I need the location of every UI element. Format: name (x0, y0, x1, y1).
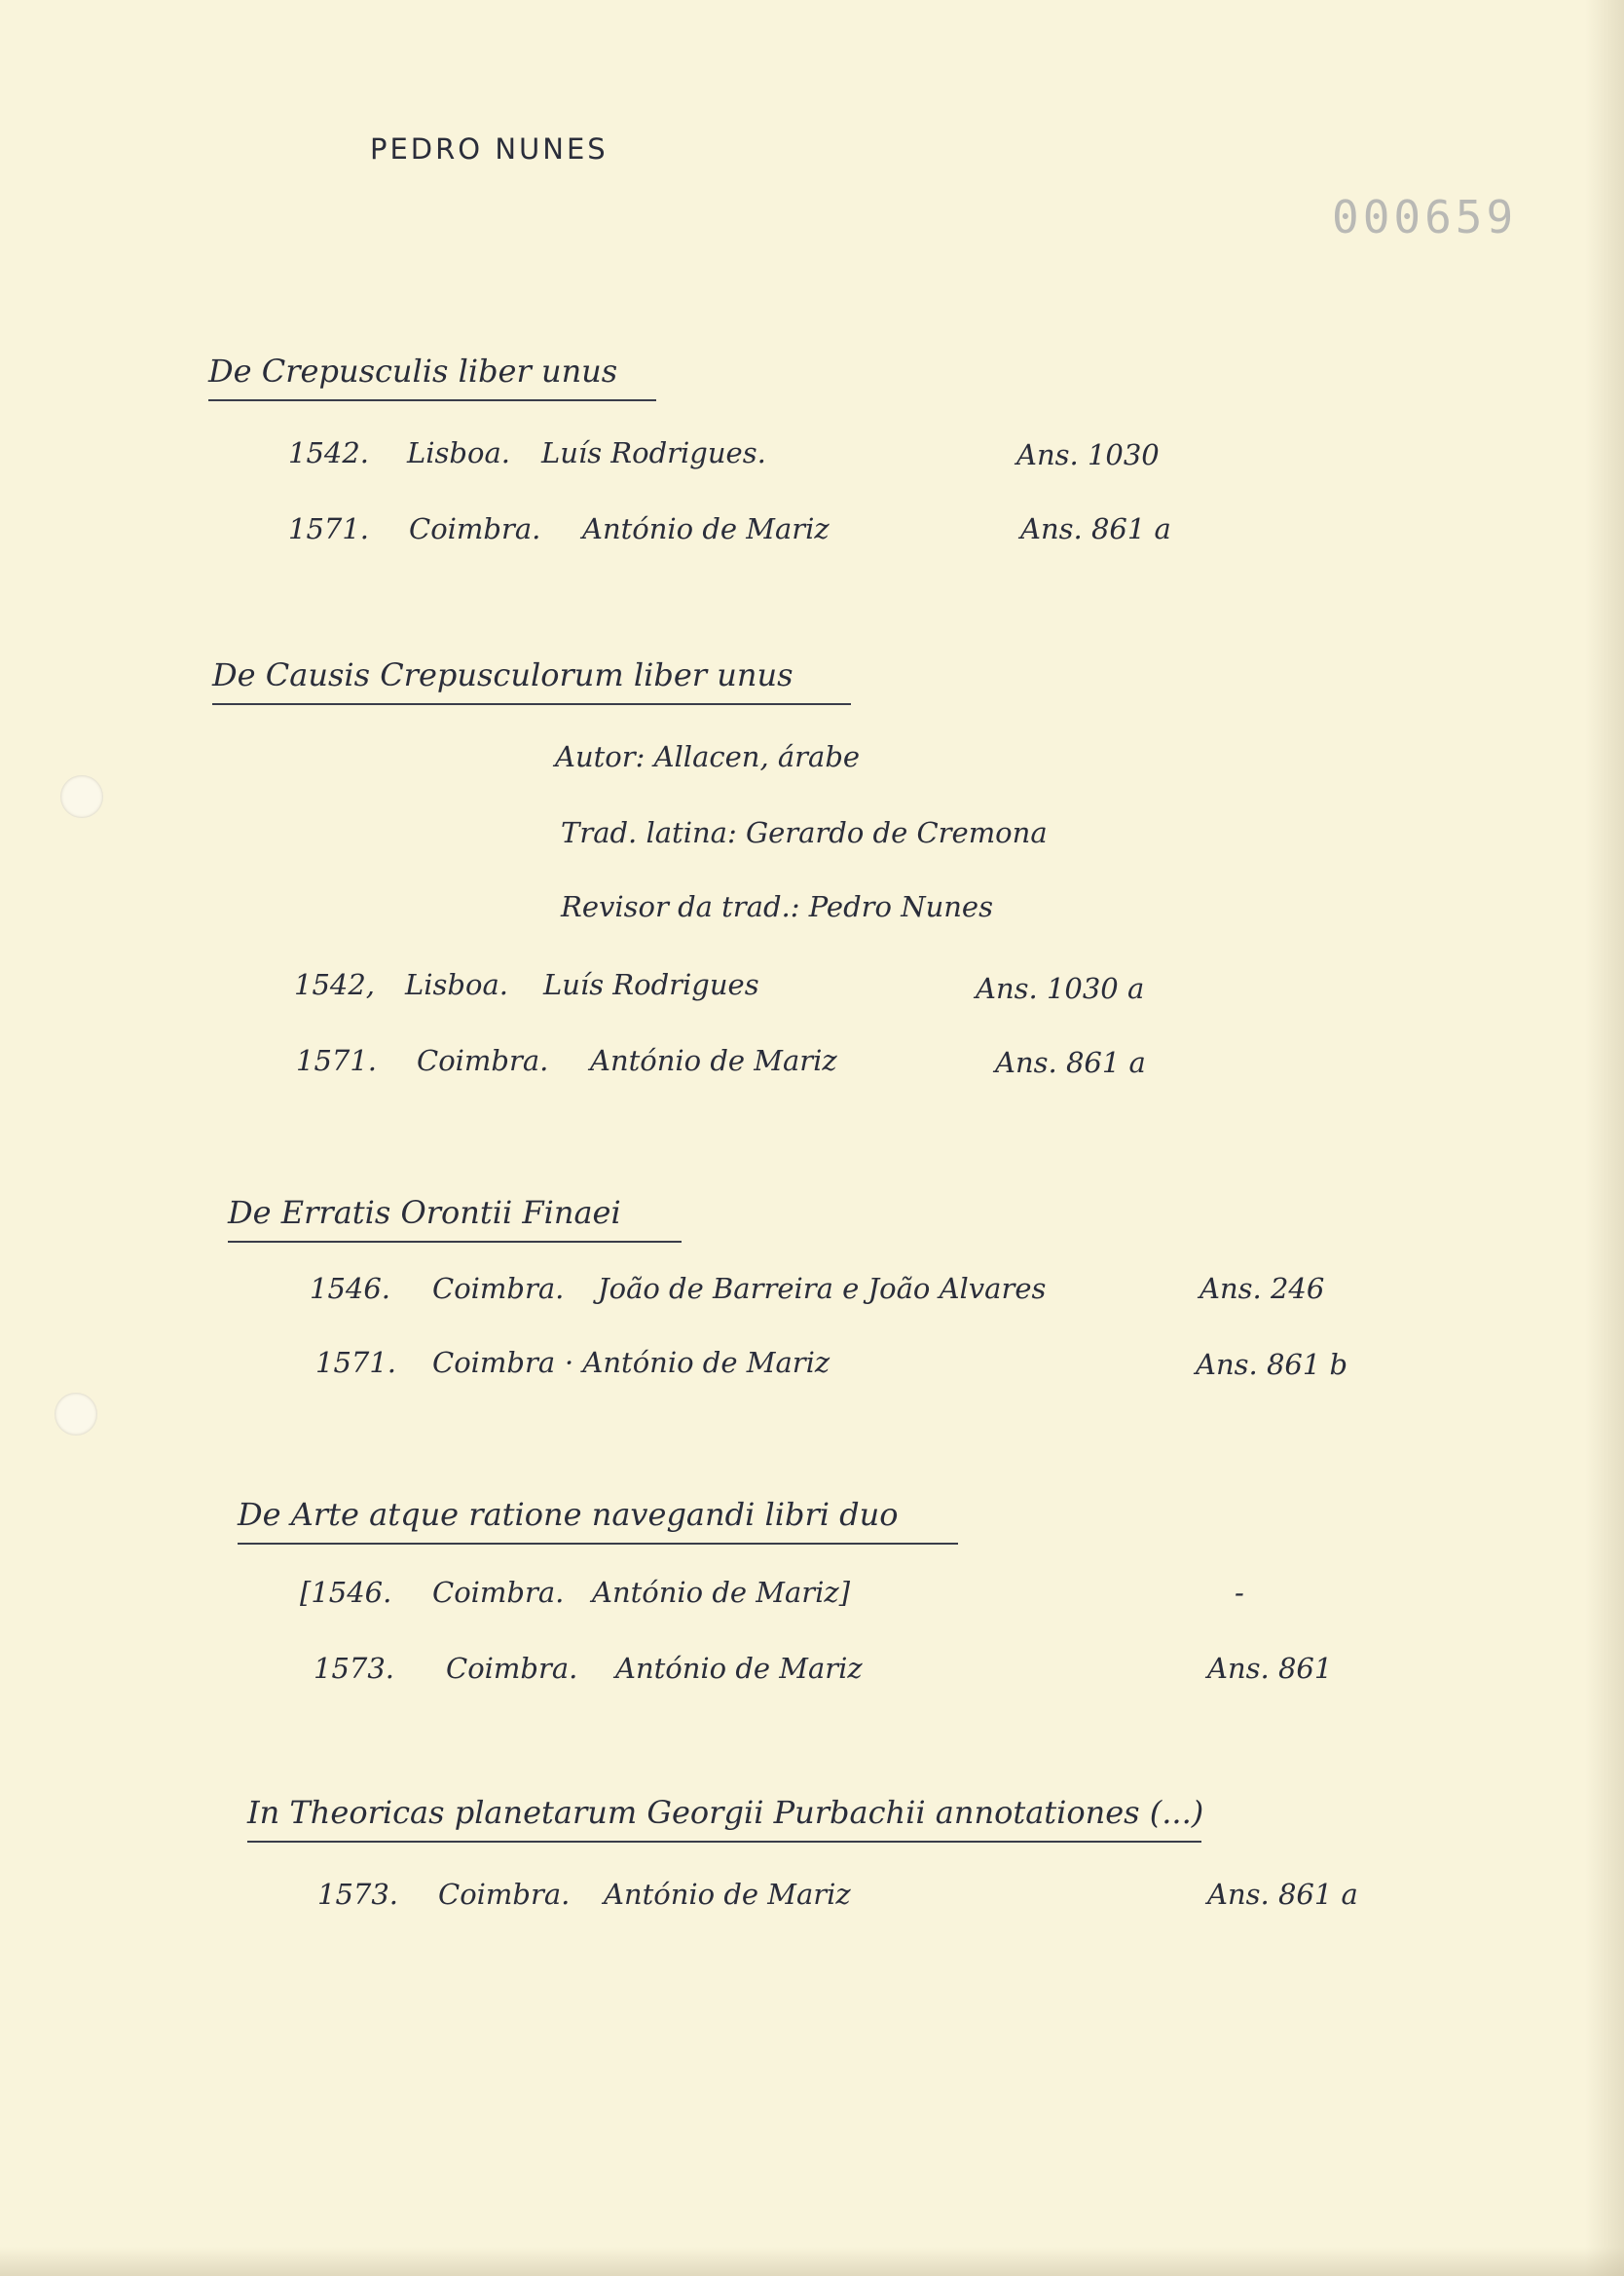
edition-shelfmark: Ans. 1030 a (976, 972, 1145, 1005)
page-edge-shadow (1585, 0, 1624, 2276)
edition-publisher: António de Mariz] (592, 1576, 851, 1609)
work-title: De Crepusculis liber unus (208, 353, 656, 401)
edition-year: 1571. (288, 512, 370, 545)
edition-publisher: · António de Mariz (565, 1346, 830, 1379)
edition-year: 1573. (317, 1878, 399, 1911)
archive-stamp-number: 000659 (1332, 191, 1518, 243)
edition-place: Lisboa. (407, 436, 510, 469)
work-note: Trad. latina: Gerardo de Cremona (561, 816, 1048, 849)
edition-publisher: António de Mariz (590, 1044, 837, 1077)
edition-shelfmark: Ans. 1030 (1016, 438, 1160, 471)
edition-place: Coimbra (432, 1346, 556, 1379)
work-title: De Erratis Orontii Finaei (228, 1194, 682, 1243)
edition-place: Coimbra. (432, 1576, 565, 1609)
edition-place: Lisboa. (405, 968, 508, 1001)
edition-year: 1542, (294, 968, 376, 1001)
edition-place: Coimbra. (432, 1272, 565, 1305)
page-bottom-shadow (0, 2247, 1624, 2276)
edition-year: 1571. (296, 1044, 378, 1077)
edition-year: 1573. (314, 1652, 395, 1685)
edition-year: 1546. (310, 1272, 391, 1305)
edition-shelfmark: Ans. 861 b (1196, 1348, 1348, 1381)
edition-publisher: João de Barreira e João Alvares (598, 1272, 1047, 1305)
edition-shelfmark: Ans. 861 a (995, 1046, 1146, 1079)
edition-place: Coimbra. (438, 1878, 571, 1911)
edition-place: Coimbra. (446, 1652, 578, 1685)
edition-year: 1542. (288, 436, 370, 469)
edition-publisher: António de Mariz (582, 512, 830, 545)
punch-hole (55, 1393, 97, 1436)
edition-place: Coimbra. (417, 1044, 549, 1077)
punch-hole (60, 775, 103, 818)
edition-publisher: António de Mariz (615, 1652, 863, 1685)
edition-publisher: Luís Rodrigues (543, 968, 759, 1001)
work-title: In Theoricas planetarum Georgii Purbachii annotationes (...) (247, 1794, 1201, 1843)
work-note: Autor: Allacen, árabe (555, 740, 861, 773)
edition-year: [1546. (300, 1576, 392, 1609)
work-note: Revisor da trad.: Pedro Nunes (561, 890, 993, 923)
edition-shelfmark: Ans. 861 a (1020, 512, 1171, 545)
edition-publisher: Luís Rodrigues. (541, 436, 766, 469)
edition-shelfmark: Ans. 861 a (1207, 1878, 1358, 1911)
edition-publisher: António de Mariz (604, 1878, 851, 1911)
work-title: De Arte atque ratione navegandi libri duo (238, 1496, 958, 1545)
edition-year: 1571. (315, 1346, 397, 1379)
edition-shelfmark: Ans. 861 (1207, 1652, 1333, 1685)
edition-place: Coimbra. (409, 512, 541, 545)
author-heading: PEDRO NUNES (370, 132, 609, 166)
edition-shelfmark: Ans. 246 (1200, 1272, 1325, 1305)
edition-shelfmark: - (1235, 1576, 1244, 1609)
work-title: De Causis Crepusculorum liber unus (212, 656, 851, 705)
